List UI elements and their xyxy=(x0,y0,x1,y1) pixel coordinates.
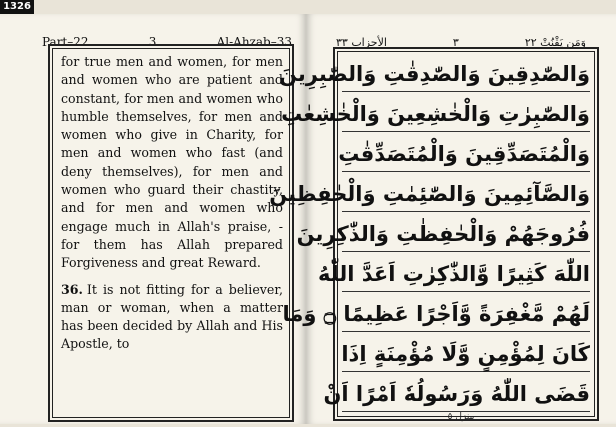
page-number-badge: 1326 xyxy=(0,0,34,14)
verse-36 xyxy=(61,281,283,354)
arabic-frame xyxy=(269,47,599,421)
verse-text: It is not fitting for a believer, man or woman, when a matter has been decided by Allah and His Apostle, to xyxy=(61,281,283,352)
page-number: 3 xyxy=(148,35,157,49)
translation-paragraph: for true men and women, for men and women who are patient and constant, for men and women who humble themselves, for men and women who give in Charity, for men and women who fast (and deny themselves), for men and women who guard their chastity, and for men and women who engage much in Allah's praise, - for them has Allah prepared Forgiveness and great Reward. xyxy=(61,54,283,271)
arabic-line-7: لَهُمْ مَّغْفِرَةً وَّاَجْرًا عَظِيمًا ۝ وَمَا xyxy=(342,298,590,332)
arabic-line-3: وَالْمُتَصَدِّقِينَ وَالْمُتَصَدِّقٰتِ xyxy=(342,138,590,172)
translation-frame xyxy=(48,44,294,422)
arabic-line-2: وَالصّٰبِرٰتِ وَالْخٰشِعِينَ وَالْخٰشِعٰتِ xyxy=(342,98,590,132)
manzil-footer: منزل ٥ xyxy=(447,412,475,422)
arabic-line-9: قَضَى اللّٰهُ وَرَسُولُهٗ اَمْرًا اَنْ xyxy=(342,378,590,412)
arabic-lines xyxy=(269,52,594,416)
part-label: Part–22 xyxy=(42,35,89,49)
arabic-line-1: وَالصّٰدِقِينَ وَالصّٰدِقٰتِ وَالصّٰبِرِينَ xyxy=(342,58,590,92)
surah-label: Al-Ahzab–33 xyxy=(216,35,292,49)
juz-label-arabic: وَمَن يَقْنُتْ ٢٢ xyxy=(524,35,586,49)
arabic-line-6: اللّٰهَ كَثِيرًا وَّالذّٰكِرٰتِ اَعَدَّ اللّٰهُ xyxy=(342,258,590,292)
arabic-line-4: وَالصَّآئِمِينَ وَالصّٰئِمٰتِ وَالْحٰفِظِينَ xyxy=(342,178,590,212)
page-number-arabic: ٣ xyxy=(452,35,459,49)
surah-label-arabic: الأحزاب ٣٣ xyxy=(336,35,387,49)
translation-text xyxy=(53,49,289,354)
arabic-line-5: فُرُوجَهُمْ وَالْحٰفِظٰتِ وَالذّٰكِرِينَ xyxy=(342,218,590,252)
left-page xyxy=(0,14,306,424)
right-page xyxy=(269,14,616,424)
verse-number: 36. xyxy=(61,281,83,297)
arabic-line-8: كَانَ لِمُؤْمِنٍ وَّلَا مُؤْمِنَةٍ اِذَا xyxy=(342,338,590,372)
